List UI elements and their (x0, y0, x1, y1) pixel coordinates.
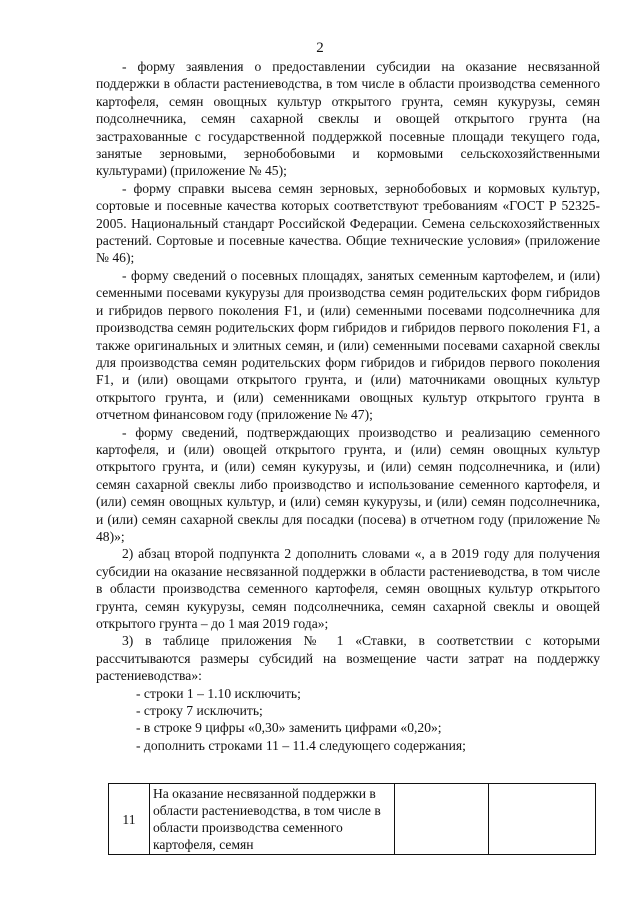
list-item: - строку 7 исключить; (136, 703, 263, 719)
list-item: - в строке 9 цифры «0,30» заменить цифрами «0,20»; (136, 720, 442, 736)
table-row (109, 784, 596, 855)
paragraph: - форму сведений, подтверждающих производство и реализацию семенного картофеля, и (или) овощей открытого грунта, и (или) семян овощных культур открытого грунта, и (или) семян кукурузы, и (или) семян подсолнечника, и (или) семян сахарной свеклы либо производство и использование семенного картофеля, и (или) семян овощных культур, и (или) семян кукурузы, и (или) семян подсолнечника, и (или) семян сахарной свеклы для посадки (посева) в отчетном году (приложение № 48)»; (96, 424, 600, 544)
table-cell (394, 784, 489, 855)
page-number: 2 (316, 40, 324, 56)
row-number-cell: 11 (109, 784, 150, 855)
document-body (96, 58, 600, 754)
table-cell (489, 784, 596, 855)
paragraph: 3) в таблице приложения № 1 «Ставки, в соответствии с которыми рассчитываются размеры субсидий на возмещение части затрат на поддержку растениеводства»: (96, 633, 600, 684)
rates-table (108, 783, 596, 855)
list-item: - дополнить строками 11 – 11.4 следующего содержания; (136, 737, 466, 753)
paragraph: 2) абзац второй подпункта 2 дополнить словами «, а в 2019 году для получения субсидии на оказание несвязанной поддержки в области растениеводства, в том числе в области производства семенного картофеля, семян овощных культур открытого грунта, семян кукурузы, семян подсолнечника, семян сахарной свеклы и овощей открытого грунта – до 1 мая 2019 года»; (96, 546, 600, 631)
paragraph: - форму справки высева семян зерновых, зернобобовых и кормовых культур, сортовые и посевные качества которых соответствуют требованиям «ГОСТ Р 52325-2005. Национальный стандарт Российской Федерации. Семена сельскохозяйственных растений. Сортовые и посевные качества. Общие технические условия» (приложение № 46); (96, 180, 600, 266)
row-text-cell: На оказание несвязанной поддержки в области растениеводства, в том числе в области производства семенного картофеля, семян (149, 784, 394, 855)
paragraph: - форму заявления о предоставлении субсидии на оказание несвязанной поддержки в области растениеводства, в том числе в области производства семенного картофеля, семян овощных культур открытого грунта, семян кукурузы, семян подсолнечника, семян сахарной свеклы и овощей открытого грунта (на застрахованные с государственной поддержкой посевные площади текущего года, занятые зерновыми, зернобобовыми и кормовыми сельскохозяйственными культурами) (приложение № 45); (96, 59, 600, 179)
list-item: - строки 1 – 1.10 исключить; (136, 685, 301, 701)
paragraph: - форму сведений о посевных площадях, занятых семенным картофелем, и (или) семенными посевами кукурузы для производства семян родительских форм гибридов и гибридов первого поколения F1, и (или) семенными посевами подсолнечника для производства семян родительских форм гибридов и гибридов первого поколения F1, а также оригинальных и элитных семян, и (или) семенными посевами сахарной свеклы для производства семян родительских форм гибридов и гибридов первого поколения F1, и (или) овощами открытого грунта, и (или) маточниками овощных культур открытого грунта, и (или) семенниками овощных культур открытого грунта в отчетном финансовом году (приложение № 47); (96, 267, 600, 423)
